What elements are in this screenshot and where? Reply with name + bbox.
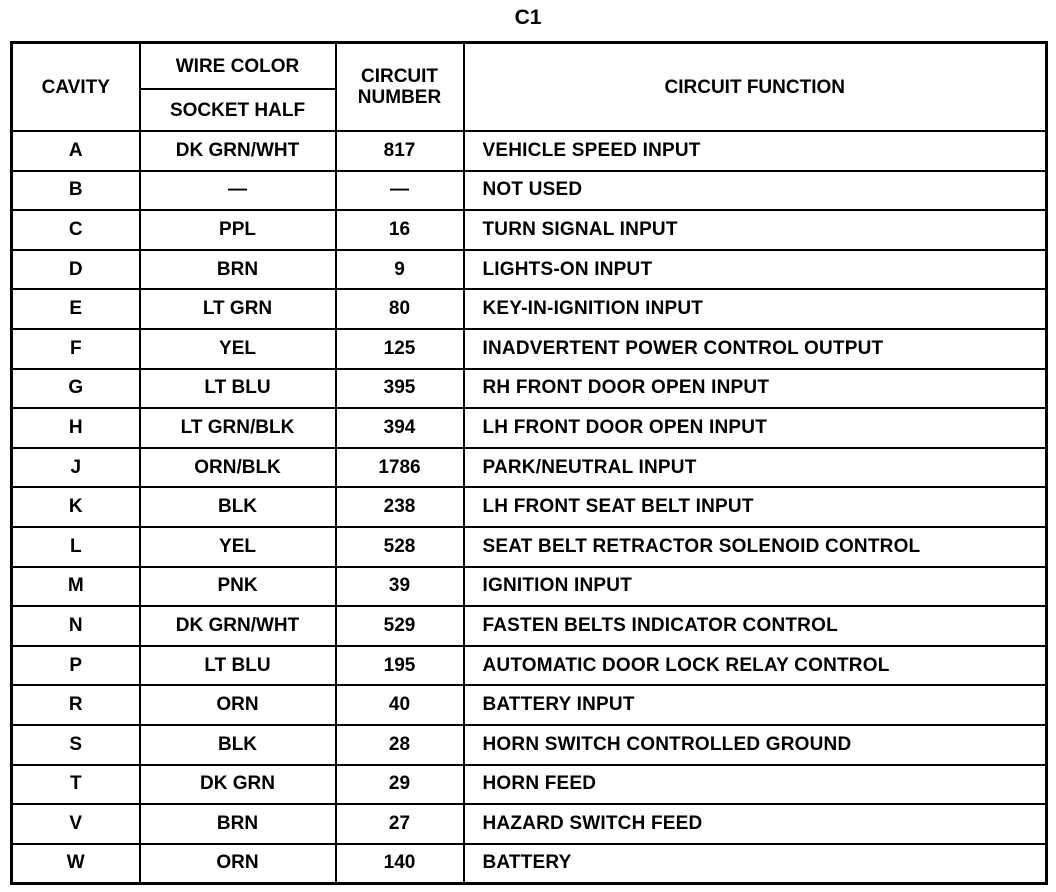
table-row [12, 844, 1047, 884]
cell-wire-color: ORN [140, 844, 336, 884]
cell-cavity: F [12, 329, 140, 369]
table-row [12, 685, 1047, 725]
cell-wire-color: DK GRN/WHT [140, 131, 336, 171]
cell-circuit-number: 16 [336, 210, 464, 250]
table-row [12, 527, 1047, 567]
table-row [12, 289, 1047, 329]
cell-cavity: A [12, 131, 140, 171]
cell-circuit-function: PARK/NEUTRAL INPUT [464, 448, 1047, 488]
cell-circuit-number: 125 [336, 329, 464, 369]
cell-circuit-number: 1786 [336, 448, 464, 488]
cell-cavity: M [12, 567, 140, 607]
cell-cavity: K [12, 487, 140, 527]
table-row [12, 171, 1047, 211]
cell-cavity: T [12, 765, 140, 805]
cell-cavity: P [12, 646, 140, 686]
cell-circuit-function: HAZARD SWITCH FEED [464, 804, 1047, 844]
cell-wire-color: BRN [140, 804, 336, 844]
connector-title: C1 [514, 6, 542, 29]
cell-circuit-function: FASTEN BELTS INDICATOR CONTROL [464, 606, 1047, 646]
table-row [12, 804, 1047, 844]
cell-wire-color: PPL [140, 210, 336, 250]
cell-wire-color: LT GRN/BLK [140, 408, 336, 448]
table-row [12, 131, 1047, 171]
header-cavity: CAVITY [12, 43, 140, 132]
header-wire-color: WIRE COLOR [140, 43, 336, 90]
cell-circuit-number: 238 [336, 487, 464, 527]
cell-cavity: J [12, 448, 140, 488]
header-circuit-number-text: CIRCUIT NUMBER [357, 66, 442, 108]
table-row [12, 725, 1047, 765]
cell-circuit-function: INADVERTENT POWER CONTROL OUTPUT [464, 329, 1047, 369]
table-row [12, 408, 1047, 448]
cell-circuit-number: 27 [336, 804, 464, 844]
cell-circuit-function: HORN SWITCH CONTROLLED GROUND [464, 725, 1047, 765]
cell-circuit-function: BATTERY [464, 844, 1047, 884]
cell-circuit-function: KEY-IN-IGNITION INPUT [464, 289, 1047, 329]
cell-circuit-number: 817 [336, 131, 464, 171]
table-row [12, 765, 1047, 805]
table-row [12, 646, 1047, 686]
table-row [12, 369, 1047, 409]
header-circuit-number [336, 43, 464, 132]
cell-wire-color: BLK [140, 487, 336, 527]
cell-cavity: C [12, 210, 140, 250]
cell-wire-color: YEL [140, 527, 336, 567]
cell-circuit-number: 9 [336, 250, 464, 290]
cell-circuit-number: 29 [336, 765, 464, 805]
cell-circuit-function: BATTERY INPUT [464, 685, 1047, 725]
cell-circuit-function: VEHICLE SPEED INPUT [464, 131, 1047, 171]
cell-cavity: V [12, 804, 140, 844]
table-row [12, 606, 1047, 646]
cell-wire-color: YEL [140, 329, 336, 369]
cell-wire-color: ORN/BLK [140, 448, 336, 488]
cell-circuit-number: 395 [336, 369, 464, 409]
cell-wire-color: DK GRN/WHT [140, 606, 336, 646]
cell-wire-color: PNK [140, 567, 336, 607]
cell-wire-color: LT BLU [140, 369, 336, 409]
header-socket-half: SOCKET HALF [140, 89, 336, 131]
cell-circuit-function: TURN SIGNAL INPUT [464, 210, 1047, 250]
cell-cavity: N [12, 606, 140, 646]
table-row [12, 329, 1047, 369]
table-row [12, 250, 1047, 290]
cell-wire-color: LT BLU [140, 646, 336, 686]
cell-wire-color: DK GRN [140, 765, 336, 805]
cell-wire-color: LT GRN [140, 289, 336, 329]
cell-circuit-number: 40 [336, 685, 464, 725]
cell-cavity: D [12, 250, 140, 290]
cell-circuit-function: SEAT BELT RETRACTOR SOLENOID CONTROL [464, 527, 1047, 567]
cell-cavity: E [12, 289, 140, 329]
cell-circuit-function: AUTOMATIC DOOR LOCK RELAY CONTROL [464, 646, 1047, 686]
cell-cavity: S [12, 725, 140, 765]
cell-circuit-function: NOT USED [464, 171, 1047, 211]
cell-circuit-number: 195 [336, 646, 464, 686]
table-row [12, 487, 1047, 527]
header-circuit-function: CIRCUIT FUNCTION [464, 43, 1047, 132]
table-row [12, 210, 1047, 250]
cell-circuit-function: LH FRONT SEAT BELT INPUT [464, 487, 1047, 527]
cell-wire-color: ORN [140, 685, 336, 725]
cell-wire-color: — [140, 171, 336, 211]
cell-circuit-number: 39 [336, 567, 464, 607]
cell-circuit-number: 80 [336, 289, 464, 329]
cell-cavity: H [12, 408, 140, 448]
cell-circuit-number: — [336, 171, 464, 211]
connector-table [10, 41, 1048, 885]
table-row [12, 448, 1047, 488]
cell-cavity: W [12, 844, 140, 884]
cell-circuit-number: 28 [336, 725, 464, 765]
table-row [12, 567, 1047, 607]
cell-circuit-number: 529 [336, 606, 464, 646]
cell-circuit-number: 140 [336, 844, 464, 884]
cell-cavity: R [12, 685, 140, 725]
cell-circuit-number: 528 [336, 527, 464, 567]
cell-circuit-function: LH FRONT DOOR OPEN INPUT [464, 408, 1047, 448]
cell-circuit-function: LIGHTS-ON INPUT [464, 250, 1047, 290]
cell-circuit-function: RH FRONT DOOR OPEN INPUT [464, 369, 1047, 409]
cell-cavity: L [12, 527, 140, 567]
cell-cavity: G [12, 369, 140, 409]
cell-circuit-function: HORN FEED [464, 765, 1047, 805]
cell-circuit-function: IGNITION INPUT [464, 567, 1047, 607]
cell-cavity: B [12, 171, 140, 211]
cell-circuit-number: 394 [336, 408, 464, 448]
cell-wire-color: BLK [140, 725, 336, 765]
cell-wire-color: BRN [140, 250, 336, 290]
